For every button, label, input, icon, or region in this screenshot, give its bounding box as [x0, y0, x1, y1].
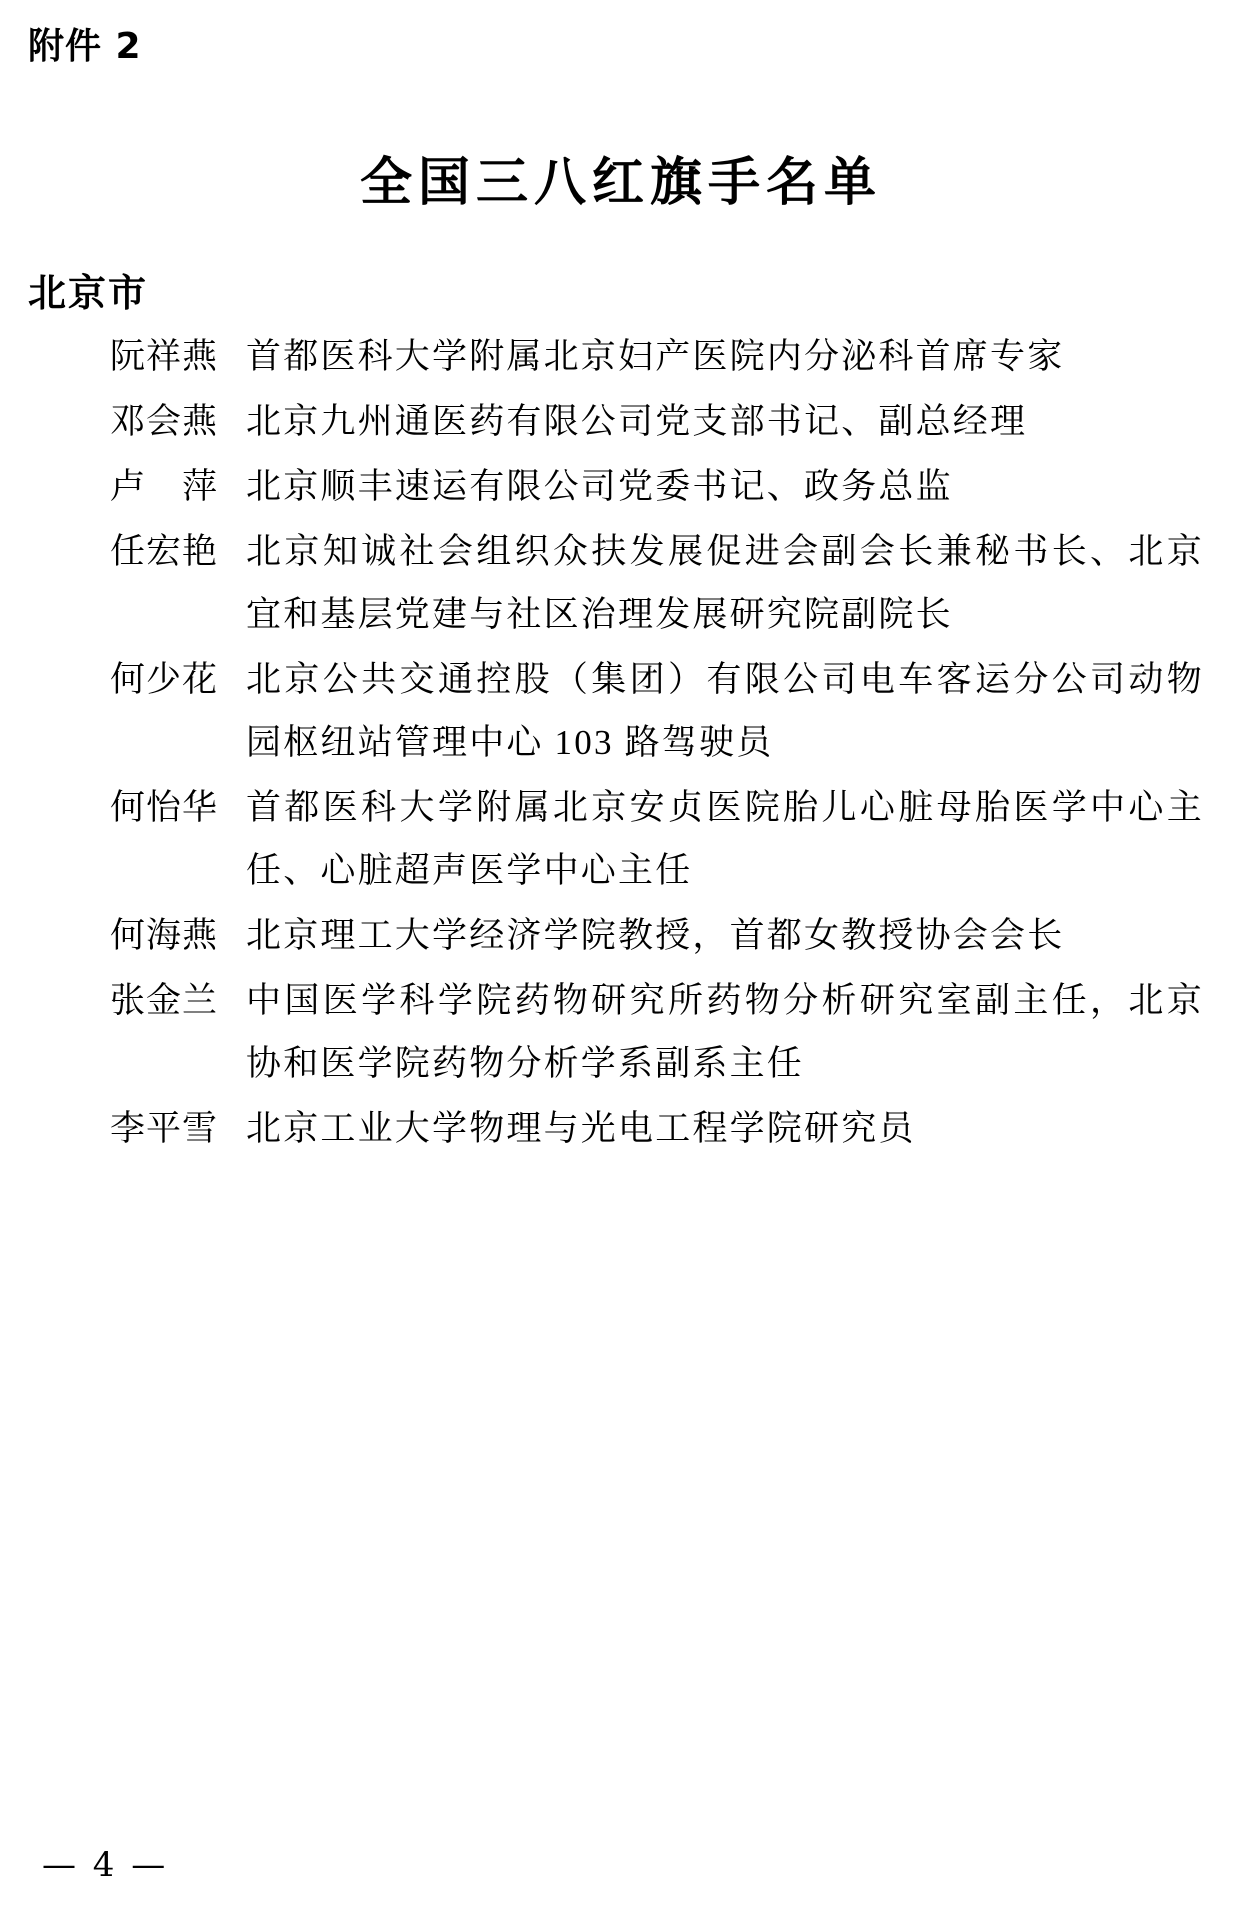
entry-name: 何少花	[110, 660, 219, 699]
list-item	[0, 776, 1242, 902]
list-item	[0, 520, 1242, 646]
region-heading-beijing: 北京市	[28, 271, 149, 315]
entry-description: 北京理工大学经济学院教授，首都女教授协会会长	[246, 916, 1065, 955]
list-item	[0, 325, 1242, 388]
list-item	[0, 969, 1242, 1095]
entry-name: 李平雪	[110, 1109, 219, 1148]
entry-name: 邓会燕	[110, 402, 219, 441]
list-item	[0, 904, 1242, 967]
entry-name: 张金兰	[110, 981, 219, 1020]
entry-name: 何怡华	[110, 788, 219, 827]
attachment-label: 附件 2	[28, 26, 142, 67]
list-item	[0, 1097, 1242, 1160]
list-item	[0, 455, 1242, 518]
entry-description: 北京工业大学物理与光电工程学院研究员	[246, 1109, 916, 1148]
entry-name: 卢 萍	[110, 467, 219, 506]
entry-description: 北京知诚社会组织众扶发展促进会副会长兼秘书长、北京宜和基层党建与社区治理发展研究院副院长	[246, 532, 1204, 634]
entry-name: 任宏艳	[110, 532, 219, 571]
entry-description: 北京公共交通控股（集团）有限公司电车客运分公司动物园枢纽站管理中心 103 路驾驶员	[246, 660, 1204, 762]
entry-description: 北京九州通医药有限公司党支部书记、副总经理	[246, 402, 1028, 441]
list-item	[0, 648, 1242, 774]
entry-description: 首都医科大学附属北京安贞医院胎儿心脏母胎医学中心主任、心脏超声医学中心主任	[246, 788, 1204, 890]
entry-name: 阮祥燕	[110, 337, 219, 376]
entry-description: 北京顺丰速运有限公司党委书记、政务总监	[246, 467, 953, 506]
entry-name: 何海燕	[110, 916, 219, 955]
entry-description: 首都医科大学附属北京妇产医院内分泌科首席专家	[246, 337, 1065, 376]
document-body	[0, 240, 1242, 1162]
entry-description: 中国医学科学院药物研究所药物分析研究室副主任，北京协和医学院药物分析学系副系主任	[246, 981, 1204, 1083]
page-number: — 4 —	[42, 1845, 169, 1885]
page-title: 全国三八红旗手名单	[359, 152, 882, 213]
list-item	[0, 390, 1242, 453]
